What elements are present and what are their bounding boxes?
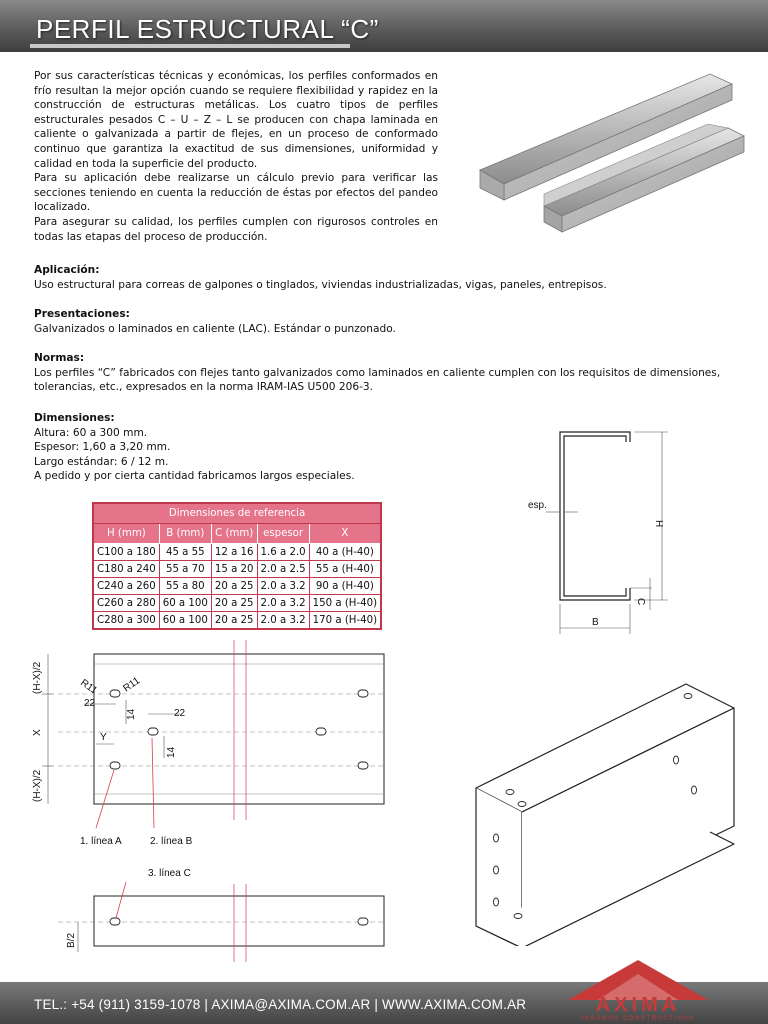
table-cell: C260 a 280 xyxy=(93,595,159,612)
flange-hole-drawing xyxy=(30,866,400,966)
c-profile-photo xyxy=(470,70,750,240)
table-cell: 55 a (H-40) xyxy=(309,561,381,578)
dimensiones-line: Espesor: 1,60 a 3,20 mm. xyxy=(34,441,171,454)
table-cell: 150 a (H-40) xyxy=(309,595,381,612)
footer-contact: TEL.: +54 (911) 3159-1078 | AXIMA@AXIMA.COM.AR | WWW.AXIMA.COM.AR xyxy=(34,997,527,1012)
table-cell: 2.0 a 3.2 xyxy=(257,612,309,630)
presentaciones-text: Galvanizados o laminados en caliente (LAC). Estándar o punzonado. xyxy=(34,322,396,335)
table-cell: 12 a 16 xyxy=(211,544,257,561)
aplicacion-section xyxy=(34,263,734,292)
table-cell: C280 a 300 xyxy=(93,612,159,630)
table-cell: 2.0 a 3.2 xyxy=(257,595,309,612)
table-cell: 60 a 100 xyxy=(159,595,211,612)
table-cell: 90 a (H-40) xyxy=(309,578,381,595)
table-cell: 15 a 20 xyxy=(211,561,257,578)
intro-paragraph-1: Por sus características técnicas y económicas, los perfiles conformados en frío resultan la mejor opción cuando se requiere flexibilidad y rapidez en la construcción de estructuras metálicas. Los cuatro tipos de perfiles estructurales pesados C – U – Z – L se producen con chapa laminada en caliente o galvanizada a partir de flejes, en un proceso de conformado continuo que garantiza la exactitud de sus dimensiones, uniformidad y calidad en toda la superficie del producto. xyxy=(34,70,438,170)
table-cell: C180 a 240 xyxy=(93,561,159,578)
intro-paragraph-3: Para asegurar su calidad, los perfiles cumplen con rigurosos controles en todas las etapas del proceso de producción. xyxy=(34,215,438,243)
linea-b-label: 2. línea B xyxy=(150,836,193,847)
hole-label-14-mid: 14 xyxy=(166,746,177,758)
table-header-c: C (mm) xyxy=(211,524,257,544)
logo-subtitle: INSUMOS CONSTRUCTIVOS xyxy=(581,1016,695,1022)
page-title: PERFIL ESTRUCTURAL “C” xyxy=(36,14,379,44)
hole-label-r11-right: R11 xyxy=(121,675,143,695)
table-cell: 55 a 70 xyxy=(159,561,211,578)
hole-label-22-top: 22 xyxy=(84,698,96,709)
reference-dimensions-table xyxy=(92,502,382,630)
hole-label-14-top: 14 xyxy=(126,708,137,720)
normas-heading: Normas: xyxy=(34,352,85,364)
axima-logo xyxy=(548,960,728,1024)
table-header-b: B (mm) xyxy=(159,524,211,544)
table-cell: 170 a (H-40) xyxy=(309,612,381,630)
table-cell: C100 a 180 xyxy=(93,544,159,561)
table-cell: 1.6 a 2.0 xyxy=(257,544,309,561)
table-row xyxy=(93,595,381,612)
table-row xyxy=(93,612,381,630)
table-row xyxy=(93,578,381,595)
table-cell: 20 a 25 xyxy=(211,612,257,630)
table-header-espesor: espesor xyxy=(257,524,309,544)
section-label-b: B xyxy=(592,617,599,628)
presentaciones-section xyxy=(34,307,734,336)
hole-label-22-mid: 22 xyxy=(174,708,186,719)
hole-label-hx-bottom: (H-X)/2 xyxy=(32,769,43,802)
section-label-esp: esp. xyxy=(528,500,547,511)
hole-label-x: X xyxy=(32,729,43,736)
dimensiones-line: Altura: 60 a 300 mm. xyxy=(34,426,148,439)
dimensiones-line: Largo estándar: 6 / 12 m. xyxy=(34,455,169,468)
table-header-x: X xyxy=(309,524,381,544)
aplicacion-heading: Aplicación: xyxy=(34,264,100,276)
table-row xyxy=(93,544,381,561)
normas-section xyxy=(34,351,734,395)
presentaciones-heading: Presentaciones: xyxy=(34,308,130,320)
table-row xyxy=(93,561,381,578)
normas-text: Los perfiles “C” fabricados con flejes tanto galvanizados como laminados en caliente cumplen con los requisitos de dimensiones, tolerancias, etc., expresados en la norma IRAM-IAS U500 206-3. xyxy=(34,366,721,394)
linea-a-label: 1. línea A xyxy=(80,836,122,847)
hole-label-r11-left: R11 xyxy=(78,677,100,697)
intro-paragraph-2: Para su aplicación debe realizarse un cálculo previo para verificar las secciones teniendo en cuenta la reducción de éstas por efectos del pandeo localizado. xyxy=(34,172,438,214)
table-cell: 2.0 a 3.2 xyxy=(257,578,309,595)
flange-label-b2: B/2 xyxy=(66,932,77,948)
dimensiones-line: A pedido y por cierta cantidad fabricamos largos especiales. xyxy=(34,470,355,483)
section-label-h: H xyxy=(653,520,664,528)
table-cell: 55 a 80 xyxy=(159,578,211,595)
aplicacion-text: Uso estructural para correas de galpones o tinglados, viviendas industrializadas, vigas, paneles, entrepisos. xyxy=(34,278,607,291)
intro-text xyxy=(34,69,438,244)
hole-label-hx-top: (H-X)/2 xyxy=(32,661,43,694)
page-header xyxy=(0,0,768,52)
table-cell: 45 a 55 xyxy=(159,544,211,561)
dimensiones-heading: Dimensiones: xyxy=(34,412,115,424)
isometric-profile-drawing xyxy=(466,656,756,946)
table-cell: 40 a (H-40) xyxy=(309,544,381,561)
c-section-drawing xyxy=(510,420,680,640)
table-cell: 2.0 a 2.5 xyxy=(257,561,309,578)
table-cell: 20 a 25 xyxy=(211,595,257,612)
hole-label-y: Y xyxy=(100,732,107,743)
title-underline xyxy=(30,44,350,48)
section-label-c: C xyxy=(635,598,646,606)
logo-wordmark: AXIMA xyxy=(595,994,681,1016)
dimensiones-section xyxy=(34,411,434,484)
table-cell: C240 a 260 xyxy=(93,578,159,595)
linea-c-label: 3. línea C xyxy=(148,868,191,879)
hole-layout-drawing xyxy=(30,640,400,850)
table-cell: 60 a 100 xyxy=(159,612,211,630)
table-caption: Dimensiones de referencia xyxy=(93,503,381,524)
table-header-h: H (mm) xyxy=(93,524,159,544)
table-cell: 20 a 25 xyxy=(211,578,257,595)
